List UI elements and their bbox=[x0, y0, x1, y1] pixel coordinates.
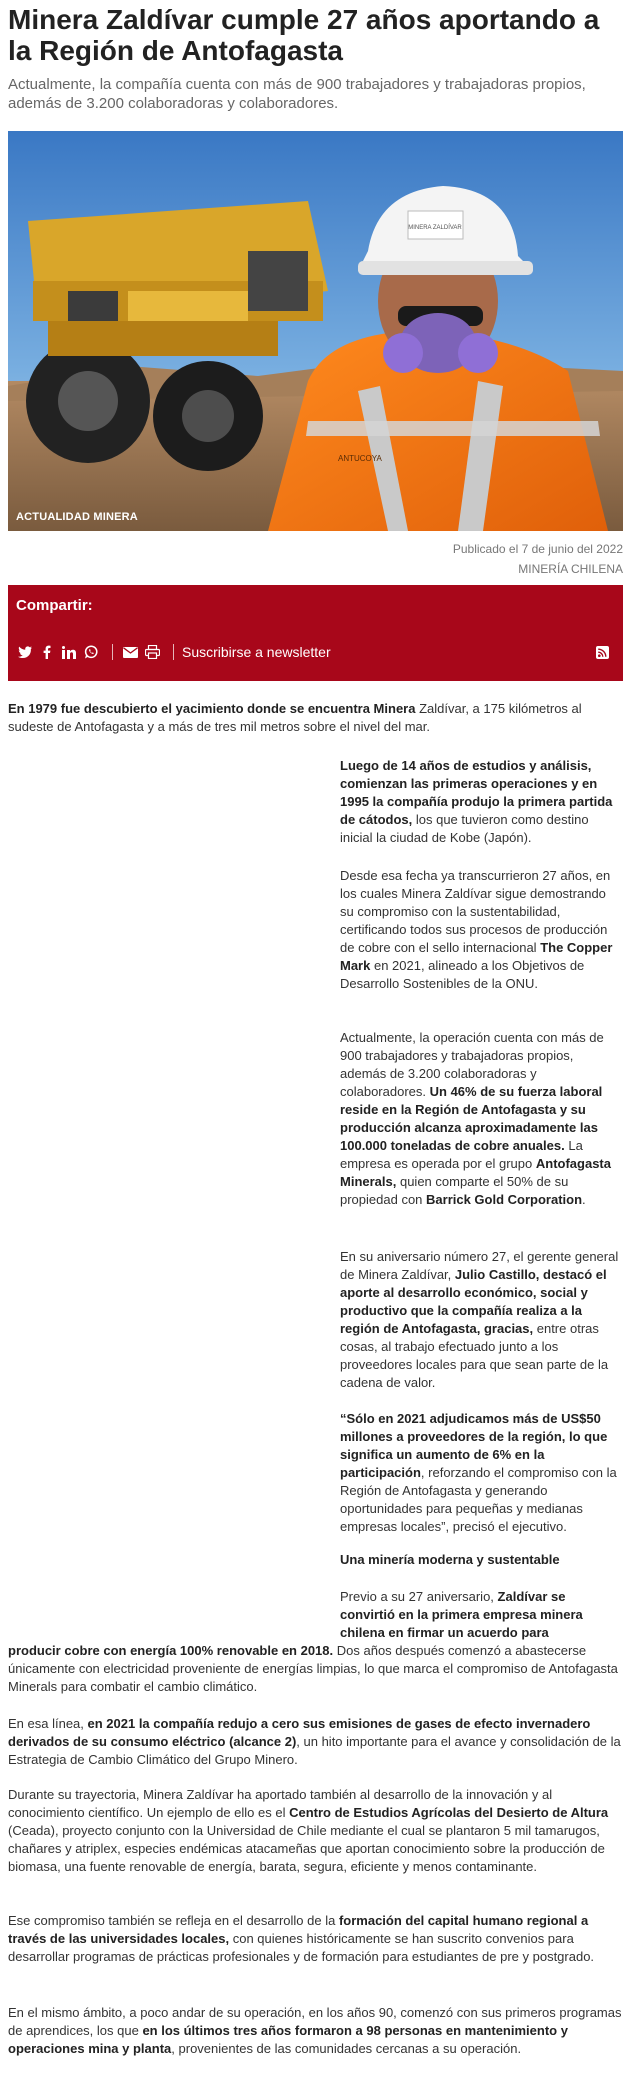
article-source: MINERÍA CHILENA bbox=[518, 562, 623, 576]
bold-text: Julio Castillo, destacó el aporte al desarrollo económico, social y productivo que la compañía realiza a la región de Antofagasta, gracias, bbox=[340, 1267, 607, 1336]
bold-text: Un 46% de su fuerza laboral reside en la Región de Antofagasta y su producción alcanza aproximadamente las 100.000 toneladas de cobre anuales. bbox=[340, 1084, 603, 1153]
bold-text: Luego de 14 años de estudios y análisis, comienzan las primeras operaciones y en 1995 la compañía produjo la primera partida de cátodos, bbox=[340, 758, 613, 827]
bold-text: Barrick Gold Corporation bbox=[426, 1192, 583, 1207]
paragraph: En 1979 fue descubierto el yacimiento donde se encuentra Minera Zaldívar, a 175 kilómetros al sudeste de Antofagasta y a más de tres mil metros sobre el nivel del mar. bbox=[8, 701, 582, 734]
miner-photo bbox=[8, 131, 623, 531]
whatsapp-icon[interactable] bbox=[82, 643, 100, 661]
paragraph: En el mismo ámbito, a poco andar de su operación, en los años 90, comenzó con sus primeros programas de aprendices, los que en los últimos tres años formaron a 98 personas en mantenimiento y operaciones mina y planta, provenientes de las comunidades cercanas a su operación. bbox=[8, 2005, 622, 2056]
bold-text: En 1979 fue descubierto el yacimiento donde se encuentra Minera bbox=[8, 701, 420, 716]
twitter-icon[interactable] bbox=[16, 643, 34, 661]
paragraph: En esa línea, en 2021 la compañía redujo a cero sus emisiones de gases de efecto invernadero derivados de su consumo eléctrico (alcance 2), un hito importante para el avance y consolidación de la Estrategia de Cambio Climático del Grupo Minero. bbox=[8, 1716, 621, 1767]
image-category-tag: ACTUALIDAD MINERA bbox=[16, 511, 138, 523]
rss-icon[interactable] bbox=[593, 643, 611, 661]
share-divider bbox=[173, 644, 174, 660]
bold-text: Zaldívar se convirtió en la primera empresa minera chilena en firmar un acuerdo para bbox=[340, 1589, 583, 1640]
facebook-icon[interactable] bbox=[38, 643, 56, 661]
bold-text: Antofagasta Minerals, bbox=[340, 1156, 611, 1189]
paragraph: Luego de 14 años de estudios y análisis, comienzan las primeras operaciones y en 1995 la compañía produjo la primera partida de cátodos, los que tuvieron como destino inicial la ciudad de Kobe (Japón). bbox=[340, 758, 613, 845]
publish-date: Publicado el 7 de junio del 2022 bbox=[452, 542, 623, 556]
bold-text: en los últimos tres años formaron a 98 personas en mantenimiento y operaciones mina y planta bbox=[8, 2023, 568, 2056]
paragraph: producir cobre con energía 100% renovable en 2018. Dos años después comenzó a abastecerse únicamente con electricidad proveniente de energías limpias, lo que marca el compromiso de Antofagasta Minerals para combatir el cambio climático. bbox=[8, 1643, 618, 1694]
linkedin-icon[interactable] bbox=[60, 643, 78, 661]
paragraph: Ese compromiso también se refleja en el desarrollo de la formación del capital humano regional a través de las universidades locales, con quienes históricamente se han suscrito convenios para desarrollar programas de prácticas profesionales y de formación para estudiantes de pre y postgrado. bbox=[8, 1913, 595, 1964]
helmet-logo: MINERA ZALDÍVAR bbox=[408, 225, 462, 231]
paragraph: “Sólo en 2021 adjudicamos más de US$50 millones a proveedores de la región, lo que significa un aumento de 6% en la participación, reforzando el compromiso con la Región de Antofagasta y generando oportunidades para pequeñas y medianas empresas locales”, precisó el ejecutivo. bbox=[340, 1411, 617, 1534]
hero-image bbox=[8, 131, 623, 531]
bold-text: formación del capital humano regional a través de las universidades locales, bbox=[8, 1913, 589, 1946]
share-bar bbox=[16, 641, 615, 663]
bold-text: Centro de Estudios Agrícolas del Desierto de Altura bbox=[289, 1805, 609, 1820]
newsletter-link[interactable]: Suscribirse a newsletter bbox=[182, 644, 331, 660]
paragraph: En su aniversario número 27, el gerente general de Minera Zaldívar, Julio Castillo, destacó el aporte al desarrollo económico, social y productivo que la compañía realiza a la región de Antofagasta, gracias, entre otras cosas, al trabajo efectuado junto a los proveedores locales para que sean parte de la cadena de valor. bbox=[340, 1249, 619, 1390]
article-subtitle: Actualmente, la compañía cuenta con más de 900 trabajadores y trabajadoras propios, además de 3.200 colaboradoras y colaboradores. bbox=[8, 76, 586, 112]
paragraph: Durante su trayectoria, Minera Zaldívar ha aportado también al desarrollo de la innovación y al conocimiento científico. Un ejemplo de ello es el Centro de Estudios Agrícolas del Desierto de Altura (Ceada), proyecto conjunto con la Universidad de Chile mediante el cual se plantaron 5 mil tamarugos, chañares y atriplex, especies endémicas atacameñas que aportan conocimiento sobre la producción de biomasa, una fuente renovable de energía, barata, segura, eficiente y menos contaminante. bbox=[8, 1787, 609, 1874]
paragraph: Actualmente, la operación cuenta con más de 900 trabajadores y trabajadoras propios, además de 3.200 colaboradoras y colaboradores. Un 46% de su fuerza laboral reside en la Región de Antofagasta y su producción alcanza aproximadamente las 100.000 toneladas de cobre anuales. La empresa es operada por el grupo Antofagasta Minerals, quien comparte el 50% de su propiedad con Barrick Gold Corporation. bbox=[340, 1030, 611, 1207]
share-divider bbox=[112, 644, 113, 660]
bold-text: “Sólo en 2021 adjudicamos más de US$50 millones a proveedores de la región, lo que significa un aumento de 6% en la participación bbox=[340, 1411, 608, 1480]
share-title: Compartir: bbox=[16, 597, 93, 614]
paragraph: Desde esa fecha ya transcurrieron 27 años, en los cuales Minera Zaldívar sigue demostrando su compromiso con la sustentabilidad, certificando todos sus procesos de producción de cobre con el sello internacional The Copper Mark en 2021, alineado a los Objetivos de Desarrollo Sostenibles de la ONU. bbox=[340, 868, 613, 991]
print-icon[interactable] bbox=[143, 643, 161, 661]
bold-text: producir cobre con energía 100% renovable en 2018. bbox=[8, 1643, 334, 1658]
bold-text: en 2021 la compañía redujo a cero sus emisiones de gases de efecto invernadero derivados de su consumo eléctrico (alcance 2) bbox=[8, 1716, 591, 1749]
bold-text: The Copper Mark bbox=[340, 940, 613, 973]
paragraph: Previo a su 27 aniversario, Zaldívar se convirtió en la primera empresa minera chilena en firmar un acuerdo para bbox=[340, 1589, 583, 1640]
vest-label: ANTUCOYA bbox=[338, 454, 382, 463]
section-heading: Una minería moderna y sustentable bbox=[340, 1552, 560, 1567]
share-box bbox=[8, 585, 623, 681]
email-icon[interactable] bbox=[121, 643, 139, 661]
article-title: Minera Zaldívar cumple 27 años aportando a la Región de Antofagasta bbox=[8, 4, 600, 66]
